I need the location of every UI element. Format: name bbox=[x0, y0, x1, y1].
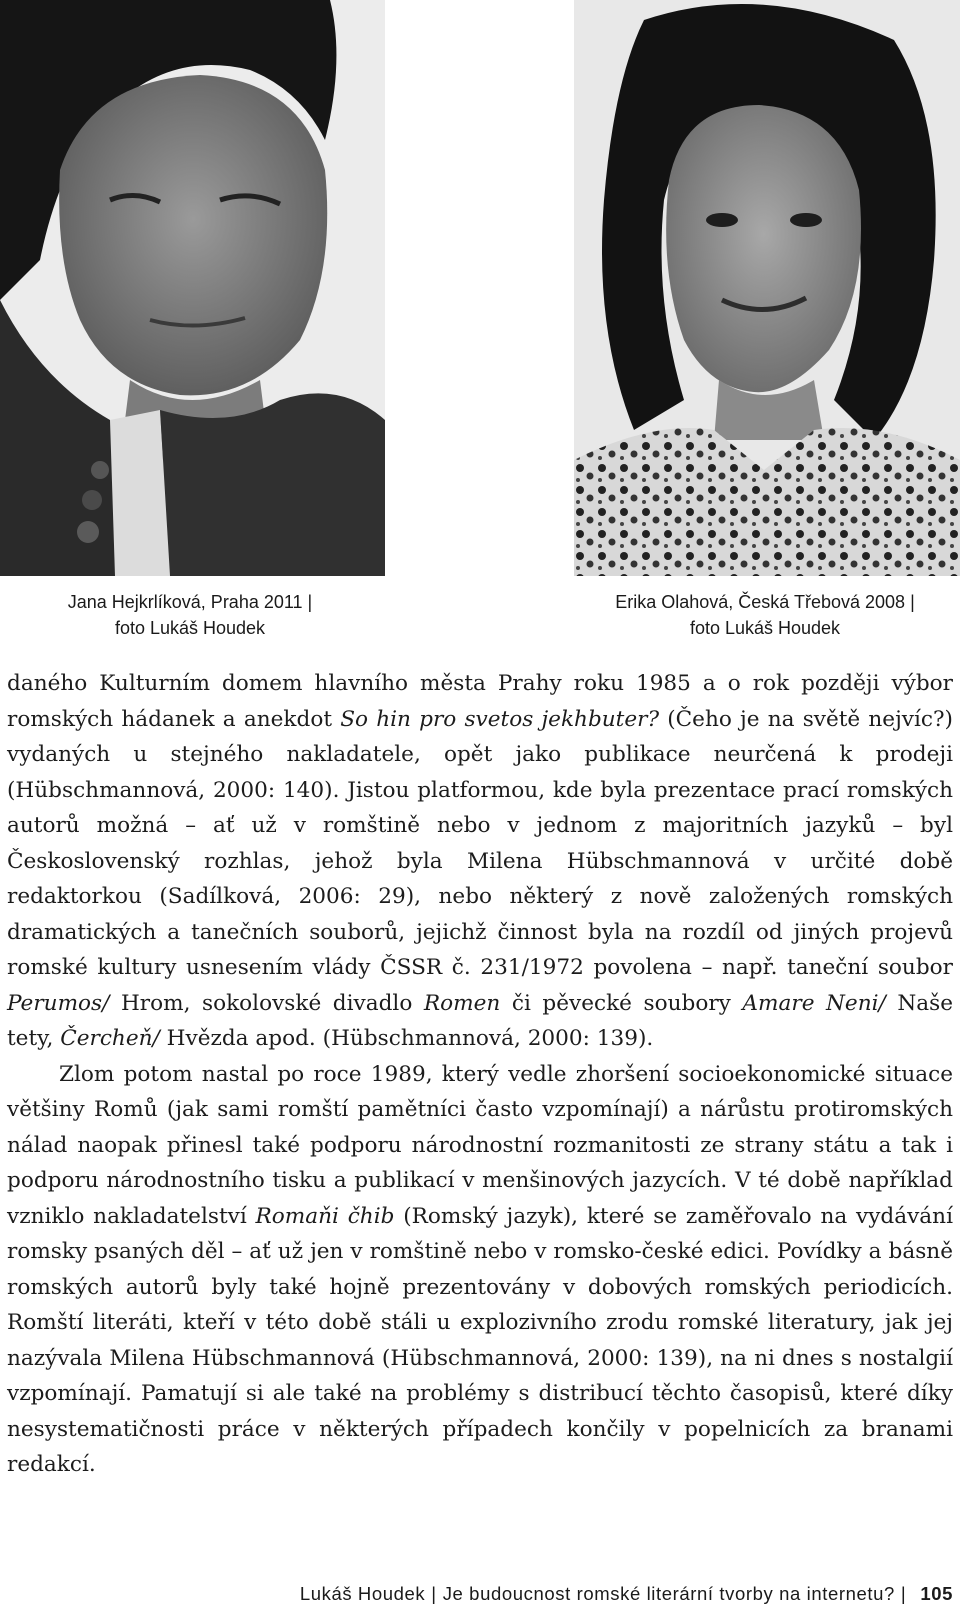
p1-text-5: Naše tety, bbox=[7, 990, 953, 1051]
footer-separator-2: | bbox=[900, 1583, 907, 1604]
paragraph-2 bbox=[7, 1057, 953, 1483]
caption-right-line2: foto Lukáš Houdek bbox=[689, 618, 841, 638]
page-number: 105 bbox=[920, 1583, 953, 1604]
p1-text-4: či pěvecké soubory bbox=[500, 990, 743, 1016]
portrait-photo-right bbox=[574, 0, 960, 576]
p1-italic-title-5: Čercheň/ bbox=[60, 1026, 160, 1051]
caption-right-line1: Erika Olahová, Česká Třebová 2008 | bbox=[615, 592, 915, 612]
p2-text-1: Zlom potom nastal po roce 1989, který vedle zhoršení socioekonomické situace většiny Romů (jak sami romští pamětníci často vzpomínají) a nárůstu protiromských nálad naopak přinesl také podporu národnostní rozmanitosti ze strany státu a tak i podporu národnostního tisku a publikací v menšinových jazycích. V té době například vzniklo nakladatelství bbox=[7, 1061, 953, 1229]
paragraph-1 bbox=[7, 666, 953, 1057]
p1-italic-title-1: So hin pro svetos jekhbuter? bbox=[340, 706, 660, 732]
page-footer bbox=[0, 1583, 953, 1605]
caption-left-line1: Jana Hejkrlíková, Praha 2011 | bbox=[67, 592, 313, 612]
p1-text-1: daného Kulturním domem hlavního města Prahy roku 1985 a o rok později výbor romských hádanek a anekdot bbox=[7, 671, 953, 732]
caption-left-line2: foto Lukáš Houdek bbox=[114, 618, 266, 638]
photo-caption-right bbox=[585, 589, 945, 641]
p1-italic-title-4: Amare Neni/ bbox=[742, 990, 886, 1016]
p2-text-2: (Romský jazyk), které se zaměřovalo na vydávání romsky psaných děl – ať už jen v romštině nebo v romsko-české edici. Povídky a básně romských autorů byly také hojně prezentovány v dobových romských periodicích. Romští literáti, kteří v této době stáli u explozivního zrodu romské literatury, jak jej nazývala Milena Hübschmannová (Hübschmannová, 2000: 139), na ni dnes s nostalgií vzpomínají. Pamatují si ale také na problémy s distribucí těchto časopisů, které díky nesystematičnosti práce v některých případech končily v popelnicích za branami redakcí. bbox=[7, 1203, 953, 1477]
p1-text-2: (Čeho je na světě nejvíc?) vydaných u stejného nakladatele, opět jako publikace neurčená k prodeji (Hübschmannová, 2000: 140). Jistou platformou, kde byla prezentace prací romských autorů možná – ať už v romštině nebo v jednom z majoritních jazyků – byl Československý rozhlas, jehož byla Milena Hübschmannová v určité době redaktorkou (Sadílková, 2006: 29), nebo některý z nově založených romských dramatických a tanečních souborů, jejichž činnost byla na rozdíl od jiných projevů romské kultury usnesením vlády ČSSR č. 231/1972 povolena – např. taneční soubor bbox=[7, 706, 953, 980]
portrait-right-image bbox=[574, 0, 960, 576]
portrait-left-image bbox=[0, 0, 385, 576]
footer-article-title: Je budoucnost romské literární tvorby na internetu? bbox=[442, 1583, 895, 1604]
footer-author: Lukáš Houdek bbox=[299, 1583, 426, 1604]
article-body bbox=[7, 666, 953, 1483]
p1-text-3: Hrom, sokolovské divadlo bbox=[109, 990, 424, 1016]
p2-italic-title-1: Romaňi čhib bbox=[255, 1203, 395, 1229]
photo-caption-left bbox=[10, 589, 370, 641]
p1-italic-title-2: Perumos/ bbox=[7, 990, 110, 1016]
p1-italic-title-3: Romen bbox=[423, 990, 501, 1016]
footer-separator-1: | bbox=[431, 1583, 437, 1604]
p1-text-6: Hvězda apod. (Hübschmannová, 2000: 139). bbox=[159, 1026, 654, 1051]
portrait-photo-left bbox=[0, 0, 385, 576]
